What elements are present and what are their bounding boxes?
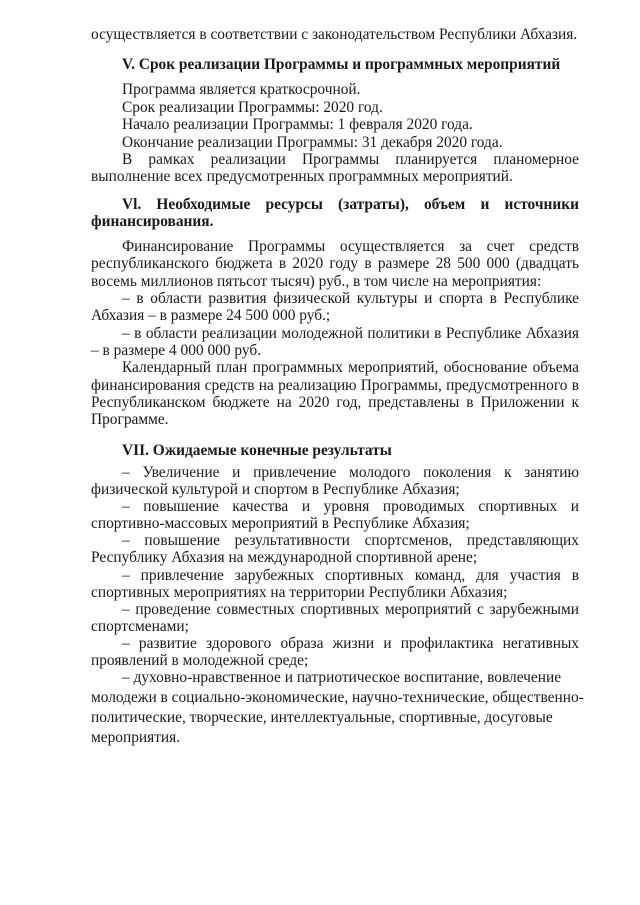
paragraph-line: финансирования средств на реализацию Программы, предусмотренного в [91,377,579,394]
paragraph-line: – в области развития физической культуры и спорта в Республике [122,290,579,307]
paragraph-line: – в размере 4 000 000 руб. [91,342,262,359]
list-item-line: мероприятия. [91,729,181,746]
paragraph-line: выполнение всех предусмотренных программных мероприятий. [91,168,513,185]
paragraph-line: Срок реализации Программы: 2020 год. [122,99,383,116]
paragraph-line: Окончание реализации Программы: 31 декабря 2020 года. [122,134,503,151]
paragraph-line: Программа является краткосрочной. [122,81,361,98]
paragraph-line: Республиканском бюджете на 2020 год, представлены в Приложении к [91,394,579,411]
list-item-line: – повышение результативности спортсменов, представляющих [122,532,579,549]
paragraph-line: республиканского бюджета в 2020 году в размере 28 500 000 (двадцать [91,255,579,272]
list-item-line: – привлечение зарубежных спортивных команд, для участия в [122,567,579,584]
list-item-line: политические, творческие, интеллектуальные, спортивные, досуговые [91,709,553,726]
list-item-line: спортивно-массовых мероприятий в Республике Абхазия; [91,515,470,532]
paragraph-line: Календарный план программных мероприятий, обоснование объема [122,359,579,376]
list-item-line: проявлений в молодежной среде; [91,652,309,669]
paragraph-line: Начало реализации Программы: 1 февраля 2020 года. [122,116,473,133]
paragraph-line: В рамках реализации Программы планируется планомерное [122,151,579,168]
section-6-heading-cont: финансирования. [91,213,214,230]
paragraph-line: Абхазия – в размере 24 500 000 руб.; [91,307,331,324]
paragraph-line: восемь миллионов пятьсот тысяч) руб., в том числе на мероприятия: [91,273,542,290]
list-item-line: – духовно-нравственное и патриотическое воспитание, вовлечение [122,669,562,686]
list-item-line: молодежи в социально-экономические, научно-технические, общественно- [91,689,584,706]
list-item-line: спортивных мероприятиях на территории Республики Абхазия; [91,584,508,601]
paragraph-line: Программе. [91,411,169,428]
paragraph-line: осуществляется в соответствии с законодательством Республики Абхазия. [91,26,578,43]
list-item-line: – повышение качества и уровня проводимых спортивных и [122,498,579,515]
list-item-line: спортсменами; [91,618,189,635]
list-item-line: физической культурой и спортом в Республике Абхазия; [91,481,460,498]
paragraph-line: – в области реализации молодежной политики в Республике Абхазия [122,325,579,342]
list-item-line: – проведение совместных спортивных мероприятий с зарубежными [122,601,579,618]
list-item-line: – Увеличение и привлечение молодого поколения к занятию [122,464,579,481]
section-6-heading: Vl. Необходимые ресурсы (затраты), объем и источники [122,196,579,213]
list-item-line: – развитие здорового образа жизни и профилактика негативных [122,635,579,652]
section-5-heading: V. Срок реализации Программы и программных мероприятий [122,56,561,73]
section-7-heading: VII. Ожидаемые конечные результаты [122,442,392,459]
paragraph-line: Финансирование Программы осуществляется за счет средств [122,238,579,255]
list-item-line: Республику Абхазия на международной спортивной арене; [91,549,478,566]
